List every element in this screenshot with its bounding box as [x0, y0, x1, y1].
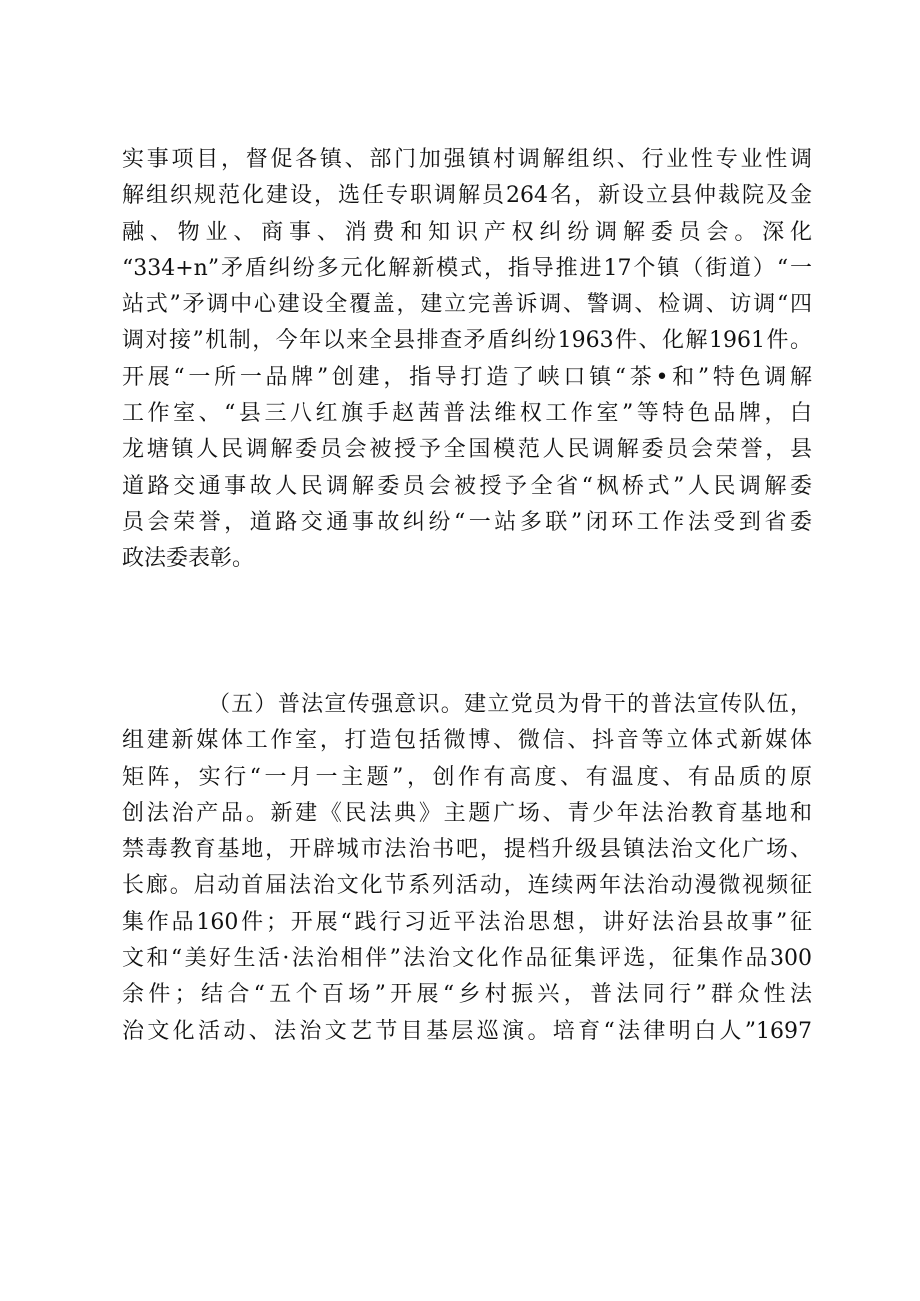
text-line: 员会荣誉，道路交通事故纠纷“一站多联”闭环工作法受到省委	[122, 509, 812, 535]
text-line: 龙塘镇人民调解委员会被授予全国模范人民调解委员会荣誉，县	[122, 437, 812, 463]
text-line: 政法委表彰。	[122, 546, 255, 572]
text-line: 禁毒教育基地，开辟城市法治书吧，提档升级县镇法治文化广场、	[122, 837, 812, 863]
text-line: 工作室、“县三八红旗手赵茜普法维权工作室”等特色品牌，白	[122, 401, 812, 427]
paragraph-mediation	[122, 142, 812, 578]
text-line: 组建新媒体工作室，打造包括微博、微信、抖音等立体式新媒体	[122, 728, 812, 754]
paragraph-legal-publicity	[122, 687, 812, 1050]
text-line: 站式”矛调中心建设全覆盖，建立完善诉调、警调、检调、访调“四	[122, 292, 812, 318]
text-line: 解组织规范化建设，选任专职调解员264名，新设立县仲裁院及金	[122, 183, 812, 209]
text-line: 调对接”机制，今年以来全县排查矛盾纠纷1963件、化解1961件。	[122, 328, 812, 354]
section-heading-line: （五）普法宣传强意识。建立党员为骨干的普法宣传队伍，	[208, 692, 812, 717]
text-line: 治文化活动、法治文艺节目基层巡演。培育“法律明白人”1697	[122, 1018, 812, 1044]
text-line: “334+n”矛盾纠纷多元化解新模式，指导推进17个镇（街道）“一	[122, 255, 812, 281]
text-line: 道路交通事故人民调解委员会被授予全省“枫桥式”人民调解委	[122, 473, 812, 499]
text-line: 开展“一所一品牌”创建，指导打造了峡口镇“茶•和”特色调解	[122, 364, 812, 390]
text-line: 创法治产品。新建《民法典》主题广场、青少年法治教育基地和	[122, 800, 812, 826]
text-line: 余件；结合“五个百场”开展“乡村振兴，普法同行”群众性法	[122, 982, 812, 1008]
text-line: 实事项目，督促各镇、部门加强镇村调解组织、行业性专业性调	[122, 147, 812, 172]
text-line: 矩阵，实行“一月一主题”，创作有高度、有温度、有品质的原	[122, 764, 812, 790]
text-line: 集作品160件；开展“践行习近平法治思想，讲好法治县故事”征	[122, 909, 812, 935]
text-line: 融、物业、商事、消费和知识产权纠纷调解委员会。深化	[122, 219, 812, 245]
text-line: 文和“美好生活·法治相伴”法治文化作品征集评选，征集作品300	[122, 946, 812, 972]
text-line: 长廊。启动首届法治文化节系列活动，连续两年法治动漫微视频征	[122, 873, 812, 899]
